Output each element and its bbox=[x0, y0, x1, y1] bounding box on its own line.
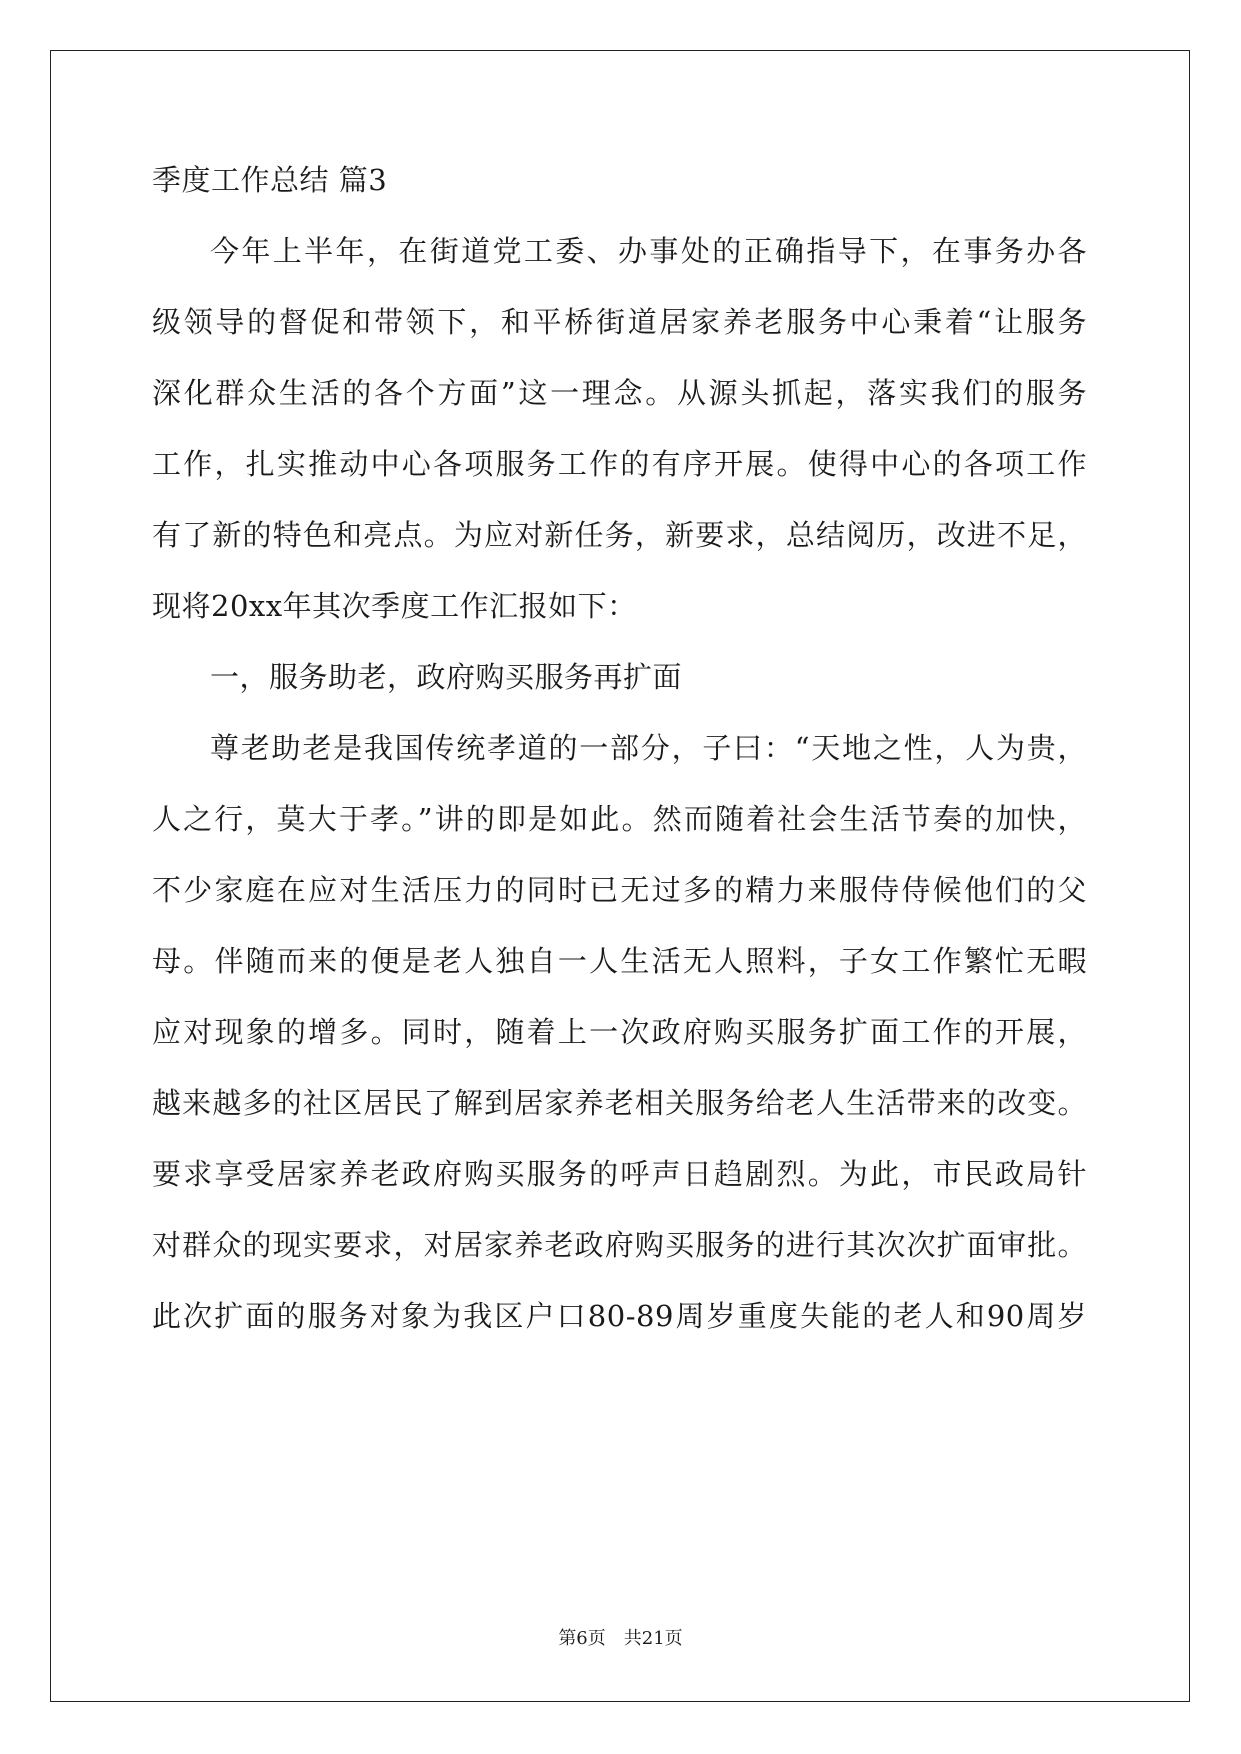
paragraph-line: 此次扩面的服务对象为我区户口80-89周岁重度失能的老人和90周岁 bbox=[152, 1299, 1087, 1333]
paragraph-line: 人之行，莫大于孝。”讲的即是如此。然而随着社会生活节奏的加快， bbox=[152, 802, 1087, 836]
page-total: 共21页 bbox=[623, 1628, 683, 1649]
paragraph-line: 有了新的特色和亮点。为应对新任务，新要求，总结阅历，改进不足， bbox=[152, 518, 1087, 552]
paragraph-line: 越来越多的社区居民了解到居家养老相关服务给老人生活带来的改变。 bbox=[152, 1086, 1087, 1120]
paragraph-line: 对群众的现实要求，对居家养老政府购买服务的进行其次次扩面审批。 bbox=[152, 1228, 1087, 1262]
paragraph-line: 现将20xx年其次季度工作汇报如下： bbox=[152, 589, 637, 623]
page-number: 第6页 bbox=[558, 1628, 606, 1649]
paragraph-line: 要求享受居家养老政府购买服务的呼声日趋剧烈。为此，市民政局针 bbox=[152, 1157, 1087, 1191]
paragraph-line: 深化群众生活的各个方面”这一理念。从源头抓起，落实我们的服务 bbox=[152, 376, 1087, 410]
page-footer bbox=[0, 1624, 1241, 1650]
paragraph-line: 应对现象的增多。同时，随着上一次政府购买服务扩面工作的开展， bbox=[152, 1015, 1087, 1049]
paragraph-line: 级领导的督促和带领下，和平桥街道居家养老服务中心秉着“让服务 bbox=[152, 305, 1087, 339]
paragraph-line: 工作，扎实推动中心各项服务工作的有序开展。使得中心的各项工作 bbox=[152, 447, 1087, 481]
paragraph-line: 今年上半年，在街道党工委、办事处的正确指导下，在事务办各 bbox=[210, 234, 1087, 268]
paragraph-line: 不少家庭在应对生活压力的同时已无过多的精力来服侍侍候他们的父 bbox=[152, 873, 1087, 907]
section-heading: 一，服务助老，政府购买服务再扩面 bbox=[210, 660, 683, 694]
paragraph-line: 尊老助老是我国传统孝道的一部分，子曰：“天地之性，人为贵， bbox=[210, 731, 1087, 765]
document-title: 季度工作总结 篇3 bbox=[152, 163, 388, 197]
paragraph-line: 母。伴随而来的便是老人独自一人生活无人照料，子女工作繁忙无暇 bbox=[152, 944, 1087, 978]
